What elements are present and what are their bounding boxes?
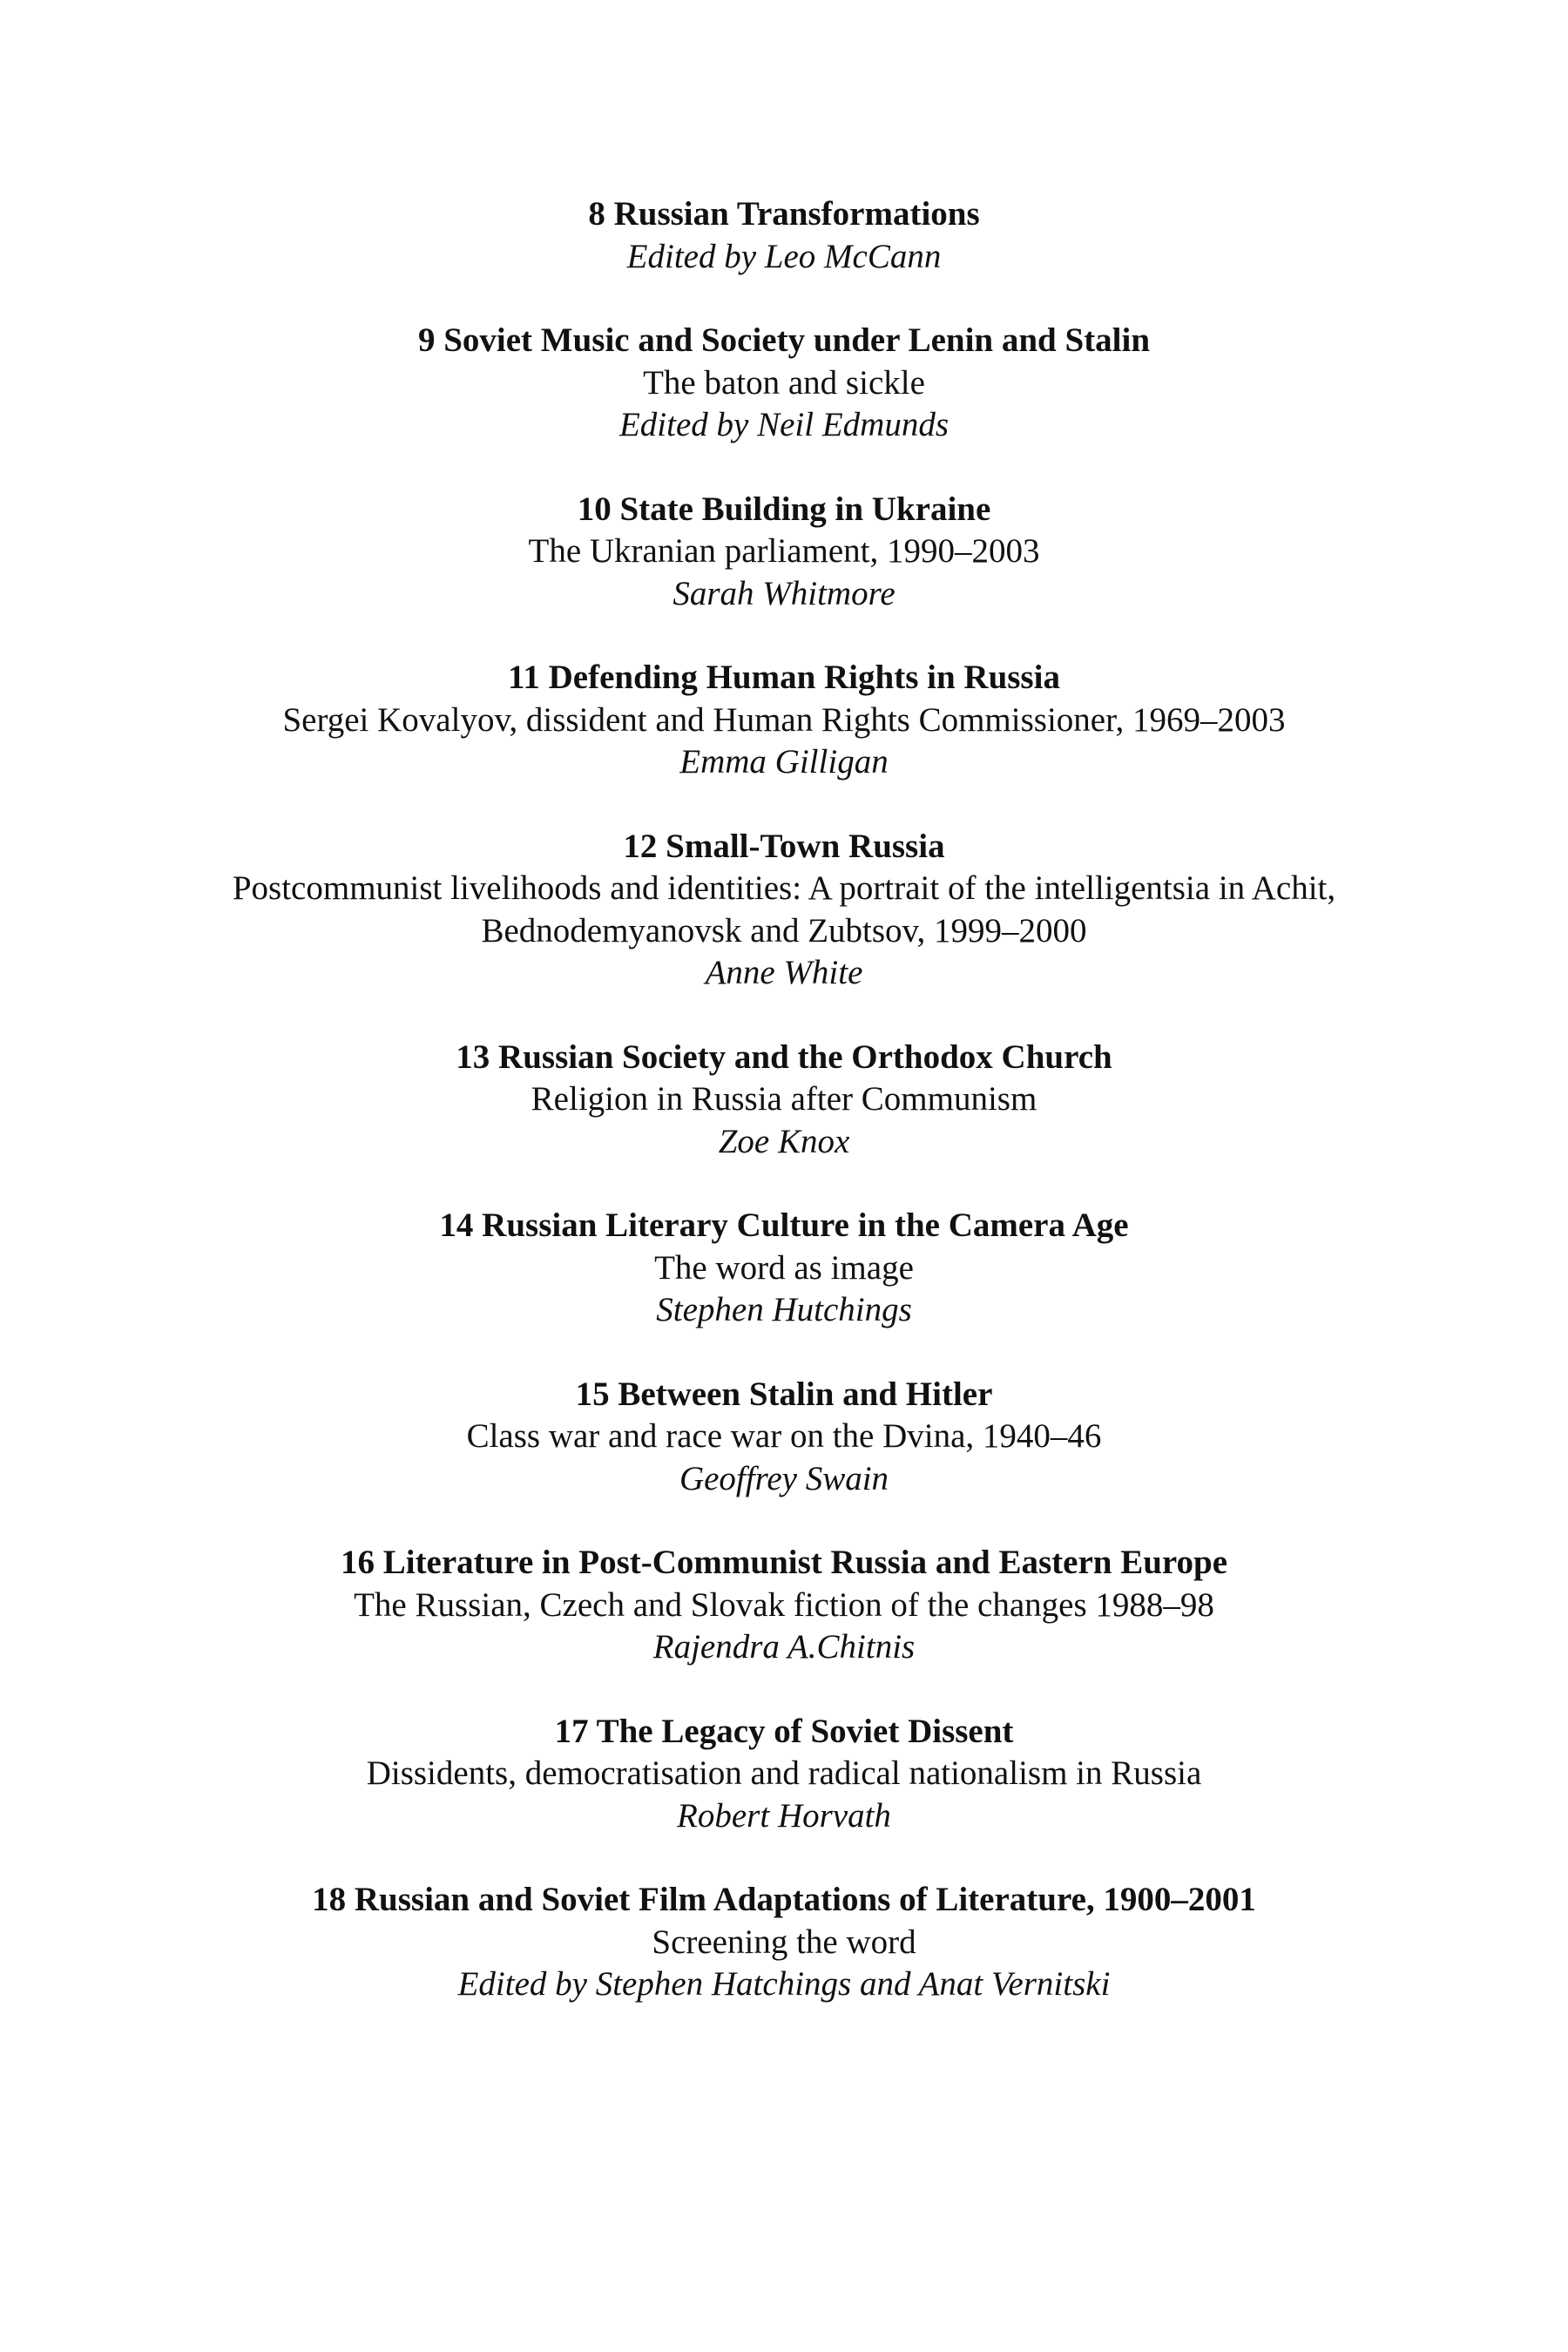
entry-title: Russian Society and the Orthodox Church <box>498 1037 1112 1076</box>
entry-number: 18 <box>312 1881 347 1918</box>
series-entry-16 <box>105 1542 1463 1669</box>
entry-subtitle: The baton and sickle <box>643 363 925 402</box>
series-entry-10 <box>105 489 1463 616</box>
entry-author: Edited by Leo McCann <box>626 237 942 275</box>
series-entry-18 <box>105 1879 1463 2006</box>
entry-heading <box>105 1711 1463 1754</box>
entry-title: Soviet Music and Society under Lenin and Stalin <box>443 321 1151 359</box>
series-entry-13 <box>105 1037 1463 1164</box>
series-list <box>105 193 1463 2048</box>
series-entry-17 <box>105 1711 1463 1838</box>
entry-subtitle: Screening the word <box>652 1923 916 1961</box>
entry-subtitle: Class war and race war on the Dvina, 1940–46 <box>466 1417 1102 1455</box>
entry-title: Literature in Post-Communist Russia and Eastern Europe <box>382 1544 1228 1581</box>
entry-author: Edited by Stephen Hatchings and Anat Vernitski <box>457 1965 1111 2003</box>
series-entry-14 <box>105 1205 1463 1332</box>
entry-heading <box>105 657 1463 700</box>
entry-title: Russian Literary Culture in the Camera Age <box>482 1206 1129 1244</box>
entry-title: The Legacy of Soviet Dissent <box>596 1712 1014 1750</box>
entry-subtitle: Postcommunist livelihoods and identities: A portrait of the intelligentsia in Achit, <box>232 869 1336 907</box>
entry-author: Robert Horvath <box>677 1796 891 1835</box>
entry-title: State Building in Ukraine <box>619 490 991 528</box>
entry-title: Russian Transformations <box>613 195 980 233</box>
entry-author: Stephen Hutchings <box>656 1291 912 1328</box>
entry-number: 12 <box>623 827 658 865</box>
series-entry-12 <box>105 826 1463 995</box>
entry-number: 16 <box>340 1544 375 1581</box>
series-entry-8 <box>105 193 1463 278</box>
entry-author: Emma Gilligan <box>679 743 889 781</box>
entry-heading <box>105 320 1463 362</box>
entry-number: 17 <box>554 1712 589 1750</box>
entry-subtitle: Sergei Kovalyov, dissident and Human Rights Commissioner, 1969–2003 <box>282 700 1286 739</box>
series-entry-15 <box>105 1374 1463 1501</box>
entry-author: Edited by Neil Edmunds <box>618 406 950 443</box>
entry-title: Defending Human Rights in Russia <box>548 659 1060 696</box>
entry-heading <box>105 193 1463 236</box>
entry-heading <box>105 1542 1463 1585</box>
entry-number: 14 <box>439 1206 474 1244</box>
entry-heading <box>105 1205 1463 1247</box>
entry-title: Small-Town Russia <box>666 827 945 865</box>
entry-title: Between Stalin and Hitler <box>618 1375 993 1413</box>
entry-number: 10 <box>577 490 612 528</box>
entry-subtitle: The word as image <box>654 1248 914 1287</box>
entry-subtitle: Bednodemyanovsk and Zubtsov, 1999–2000 <box>481 911 1087 950</box>
entry-number: 9 <box>417 321 436 359</box>
entry-author: Rajendra A.Chitnis <box>652 1628 916 1666</box>
entry-subtitle: Dissidents, democratisation and radical nationalism in Russia <box>366 1754 1202 1792</box>
entry-heading <box>105 826 1463 868</box>
entry-number: 13 <box>456 1037 490 1076</box>
entry-author: Sarah Whitmore <box>672 574 896 612</box>
entry-heading <box>105 1037 1463 1079</box>
entry-number: 8 <box>588 195 605 233</box>
entry-author: Geoffrey Swain <box>679 1459 889 1497</box>
series-entry-11 <box>105 657 1463 784</box>
entry-number: 11 <box>508 659 540 696</box>
entry-author: Zoe Knox <box>718 1122 850 1160</box>
entry-subtitle: The Russian, Czech and Slovak fiction of the changes 1988–98 <box>354 1585 1214 1624</box>
entry-number: 15 <box>575 1375 610 1413</box>
series-entry-9 <box>105 320 1463 447</box>
entry-author: Anne White <box>705 954 863 991</box>
entry-heading <box>105 489 1463 531</box>
entry-heading <box>105 1374 1463 1416</box>
entry-heading <box>105 1879 1463 1922</box>
entry-subtitle: The Ukranian parliament, 1990–2003 <box>528 532 1040 570</box>
entry-subtitle: Religion in Russia after Communism <box>531 1080 1037 1118</box>
entry-title: Russian and Soviet Film Adaptations of Literature, 1900–2001 <box>354 1881 1256 1918</box>
